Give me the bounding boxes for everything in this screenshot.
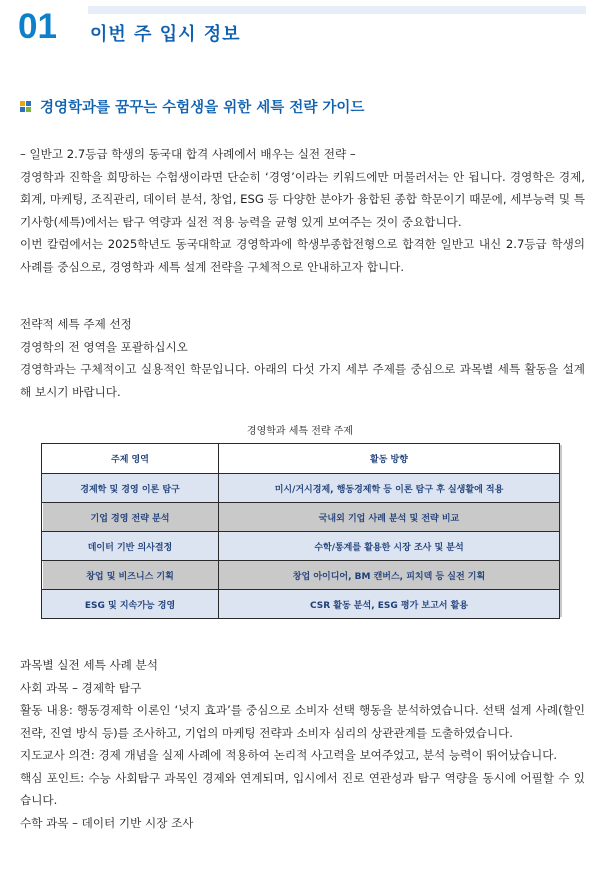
table-cell: 국내외 기업 사례 분석 및 전략 비교 bbox=[219, 503, 560, 532]
teacher-comment: 지도교사 의견: 경제 개념을 실제 사례에 적용하여 논리적 사고력을 보여주었고, 분석 능력이 뛰어났습니다. bbox=[20, 748, 558, 762]
cases-block bbox=[20, 654, 585, 834]
table-header-row bbox=[42, 444, 560, 474]
colored-squares-icon bbox=[20, 101, 32, 113]
strategy-paragraph: 경영학과는 구체적이고 실용적인 학문입니다. 아래의 다섯 가지 세부 주제를 중심으로 과목별 세특 활동을 설계해 보시기 바랍니다. bbox=[20, 362, 585, 399]
table-header: 활동 방향 bbox=[219, 444, 560, 474]
table-cell: 창업 아이디어, BM 캔버스, 피치덱 등 실전 기획 bbox=[219, 561, 560, 590]
intro-subtitle: – 일반고 2.7등급 학생의 동국대 합격 사례에서 배우는 실전 전략 – bbox=[20, 147, 356, 161]
strategy-subheading: 경영학의 전 영역을 포괄하십시오 bbox=[20, 339, 188, 354]
key-point: 핵심 포인트: 수능 사회탐구 과목인 경제와 연계되며, 입시에서 진로 연관성과 탐구 역량을 동시에 어필할 수 있습니다. bbox=[20, 770, 585, 807]
strategy-heading: 전략적 세특 주제 선정 bbox=[20, 317, 132, 331]
subject-1-title: 사회 과목 – 경제학 탐구 bbox=[20, 680, 142, 695]
table-header: 주제 영역 bbox=[42, 444, 219, 474]
activity-text: 활동 내용: 행동경제학 이론인 ‘넛지 효과’를 중심으로 소비자 선택 행동을 분석하였습니다. 선택 설계 사례(할인 전략, 진열 방식 등)를 조사하고, 기업의 마케팅 전략과 소비자 심리의 상관관계를 도출하였습니다. bbox=[20, 703, 585, 740]
section-title: 경영학과를 꿈꾸는 수험생을 위한 세특 전략 가이드 bbox=[40, 100, 365, 116]
subject-2-title: 수학 과목 – 데이터 기반 시장 조사 bbox=[20, 815, 194, 830]
header-bar bbox=[88, 6, 586, 14]
table-cell: 창업 및 비즈니스 기획 bbox=[42, 561, 219, 590]
table-row bbox=[42, 590, 560, 619]
page-header bbox=[18, 6, 586, 46]
section-heading bbox=[20, 96, 364, 117]
table-row bbox=[42, 474, 560, 503]
section-number: 01 bbox=[18, 7, 57, 46]
table-cell: 경제학 및 경영 이론 탐구 bbox=[42, 474, 219, 503]
header-title: 이번 주 입시 정보 bbox=[90, 24, 241, 45]
table-row bbox=[42, 532, 560, 561]
strategy-table bbox=[41, 443, 560, 619]
table-cell: CSR 활동 분석, ESG 평가 보고서 활용 bbox=[219, 590, 560, 619]
cases-heading: 과목별 실전 세특 사례 분석 bbox=[20, 658, 158, 672]
table-cell: 데이터 기반 의사결정 bbox=[42, 532, 219, 561]
table-row bbox=[42, 561, 560, 590]
intro-paragraph-2: 이번 칼럼에서는 2025학년도 동국대학교 경영학과에 학생부종합전형으로 합격한 일반고 내신 2.7등급 학생의 사례를 중심으로, 경영학과 세특 설계 전략을 구체적으로 안내하고자 합니다. bbox=[20, 237, 585, 274]
table-cell: 기업 경영 전략 분석 bbox=[42, 503, 219, 532]
table-row bbox=[42, 503, 560, 532]
intro-block bbox=[20, 143, 585, 278]
table-cell: 미시/거시경제, 행동경제학 등 이론 탐구 후 실생활에 적용 bbox=[219, 474, 560, 503]
table-caption: 경영학과 세특 전략 주제 bbox=[246, 426, 354, 437]
intro-paragraph-1: 경영학과 진학을 희망하는 수험생이라면 단순히 ‘경영’이라는 키워드에만 머물러서는 안 됩니다. 경영학은 경제, 회계, 마케팅, 조직관리, 데이터 분석, 창업, ESG 등 다양한 분야가 융합된 종합 학문이기 때문에, 세부능력 및 특기사항(세특)에서는 탐구 역량과 실전 적용 능력을 균형 있게 보여주는 것이 중요합니다. bbox=[20, 169, 585, 229]
table-cell: 수학/통계를 활용한 시장 조사 및 분석 bbox=[219, 532, 560, 561]
strategy-block bbox=[20, 313, 585, 403]
table-cell: ESG 및 지속가능 경영 bbox=[42, 590, 219, 619]
